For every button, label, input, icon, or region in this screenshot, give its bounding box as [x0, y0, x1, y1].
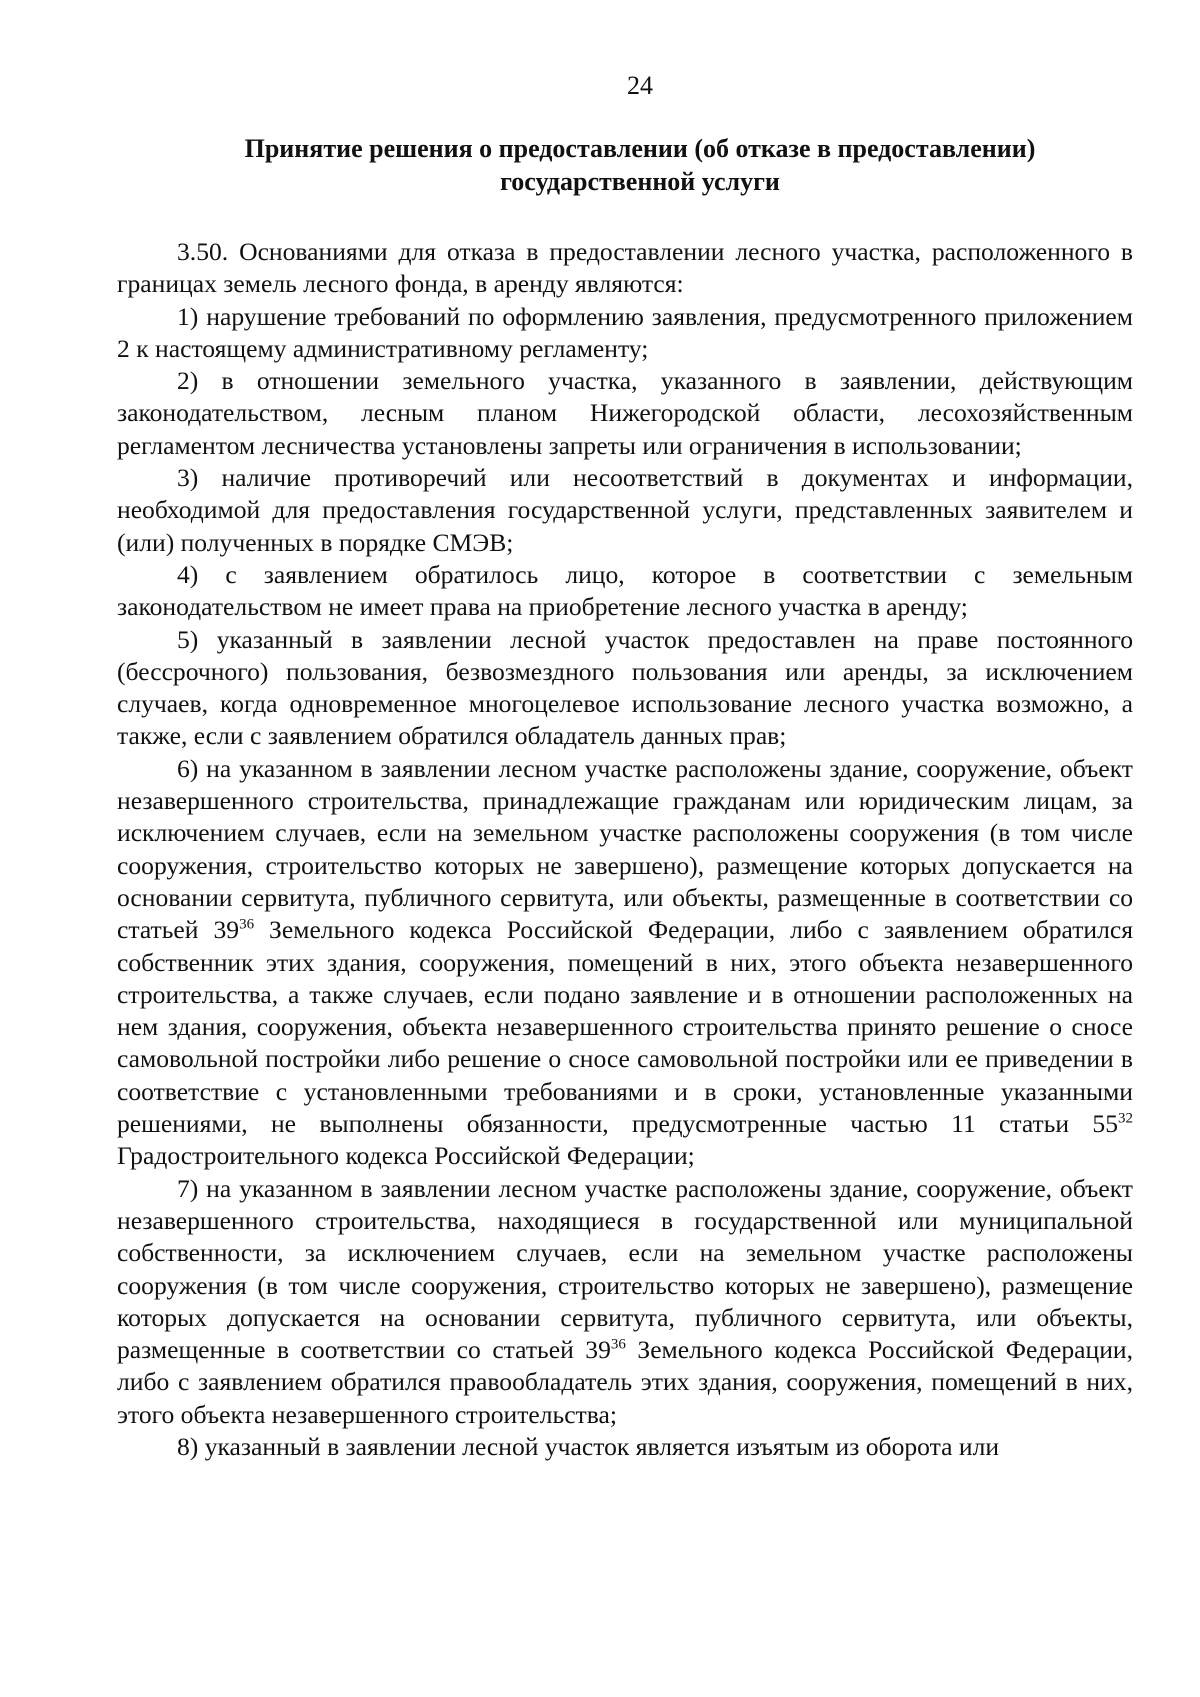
superscript-36: 36 [239, 916, 255, 933]
list-item-6-text-a: 6) на указанном в заявлении лесном участке расположены здание, сооружение, объект незавершенного строительства, принадлежащие гражданам или юридическим лицам, за исключением случаев, если на земельном участке расположены сооружения (в том числе сооружения, строительство которых не завершено), размещение которых допускается на основании сервитута, публичного сервитута, или объекты, размещенные в соответствии со статьей 39 [117, 753, 1133, 945]
list-item-6-text-b: Земельного кодекса Российской Федерации, либо с заявлением обратился собственник этих здания, сооружения, помещений в них, этого объекта незавершенного строительства, а также случаев, если подано заявление и в отношении расположенных на нем здания, сооружения, объекта незавершенного строительства принято решение о сносе самовольной постройки либо решение о сносе самовольной постройки или ее приведении в соответствие с установленными требованиями и в сроки, установленные указанными решениями, не выполнены обязанности, предусмотренные частью 11 статьи 55 [117, 915, 1133, 1139]
list-item-7-text-b: Земельного кодекса Российской Федерации, либо с заявлением обратился правообладатель этих здания, сооружения, помещений в них, этого объекта незавершенного строительства; [117, 1335, 1133, 1429]
document-body [117, 236, 1133, 1463]
superscript-32: 32 [1118, 1110, 1133, 1127]
superscript-36: 36 [610, 1336, 626, 1353]
list-item-8: 8) указанный в заявлении лесной участок является изъятым из оборота или [177, 1431, 1000, 1461]
section-heading-line-1: Принятие решения о предоставлении (об отказе в предоставлении) [244, 134, 1036, 163]
list-item-4: 4) с заявлением обратилось лицо, которое в соответствии с земельным законодательством не имеет права на приобретение лесного участка в аренду; [117, 559, 1133, 622]
list-item-2: 2) в отношении земельного участка, указанного в заявлении, действующим законодательством, лесным планом Нижегородской области, лесохозяйственным регламентом лесничества установлены запреты или ограничения в использовании; [117, 366, 1133, 460]
list-item-6-text-c: Градостроительного кодекса Российской Федерации; [117, 1141, 695, 1171]
section-heading-line-2: государственной услуги [500, 167, 780, 196]
list-item-6 [117, 753, 1133, 1173]
list-item-7 [117, 1173, 1133, 1431]
list-item-3: 3) наличие противоречий или несоответствий в документах и информации, необходимой для предоставления государственной услуги, представленных заявителем и (или) полученных в порядке СМЭВ; [117, 463, 1133, 557]
list-item-1: 1) нарушение требований по оформлению заявления, предусмотренного приложением 2 к настоящему административному регламенту; [117, 301, 1133, 363]
page-number: 24 [627, 71, 653, 100]
section-heading [147, 132, 1133, 198]
list-item-7-text-a: 7) на указанном в заявлении лесном участке расположены здание, сооружение, объект незавершенного строительства, находящиеся в государственной или муниципальной собственности, за исключением случаев, если на земельном участке расположены сооружения (в том числе сооружения, строительство которых не завершено), размещение которых допускается на основании сервитута, публичного сервитута, или объекты, размещенные в соответствии со статьей 39 [117, 1173, 1133, 1365]
list-item-5: 5) указанный в заявлении лесной участок предоставлен на праве постоянного (бессрочного) пользования, безвозмездного пользования или аренды, за исключением случаев, когда одновременное многоцелевое использование лесного участка возможно, а также, если с заявлением обратился обладатель данных прав; [117, 624, 1133, 751]
document-page [117, 70, 1133, 1463]
paragraph-3-50: 3.50. Основаниями для отказа в предоставлении лесного участка, расположенного в границах земель лесного фонда, в аренду являются: [117, 237, 1133, 299]
